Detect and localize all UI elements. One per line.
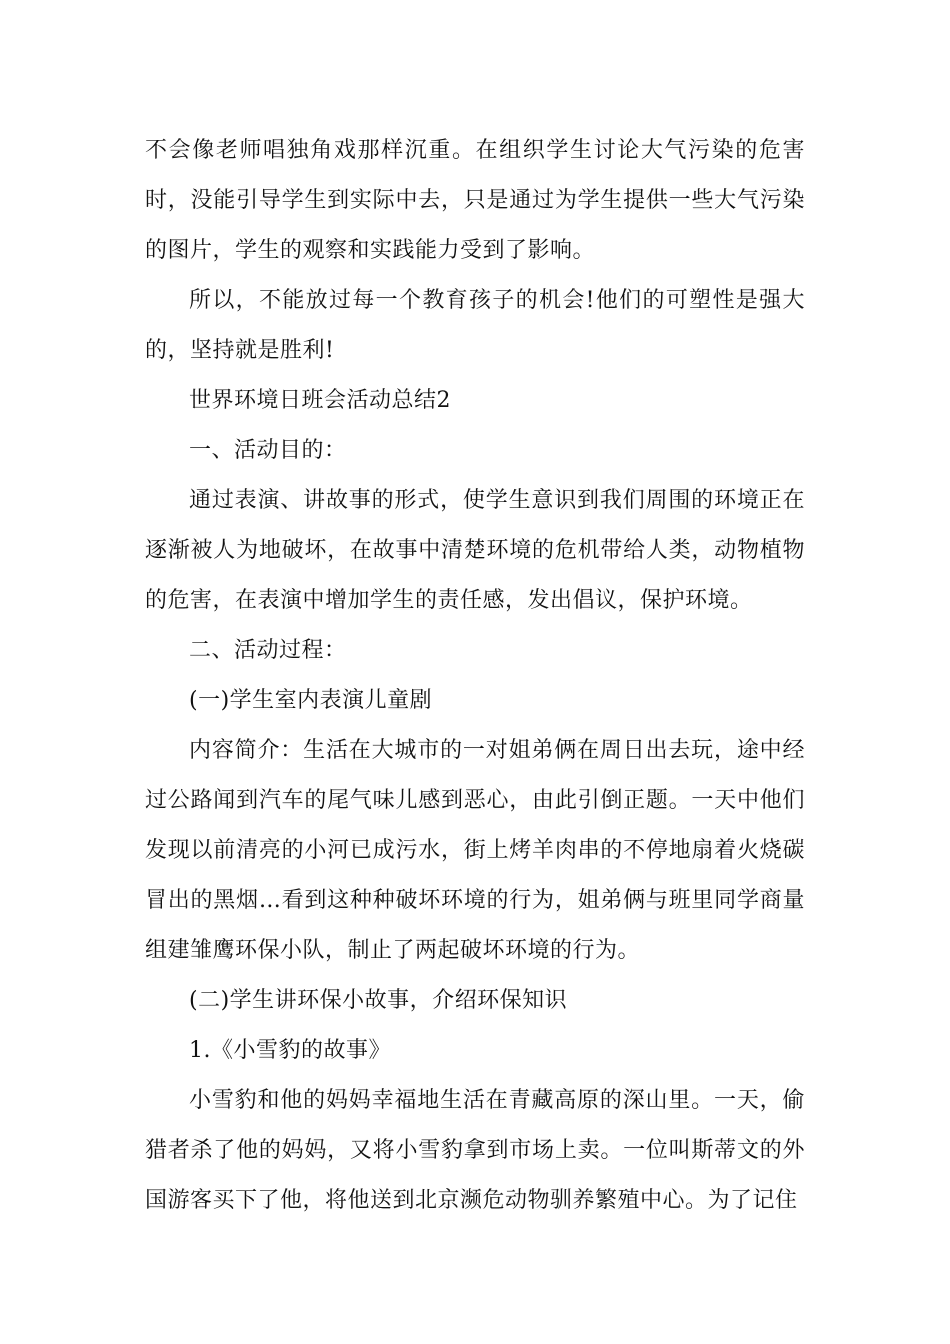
heading-activity-process: 二、活动过程： xyxy=(189,638,347,663)
paragraph-snow-leopard-story: 小雪豹和他的妈妈幸福地生活在青藏高原的深山里。一天，偷猎者杀了他的妈妈，又将小雪豹拿到市场上卖。一位叫斯蒂文的外国游客买下了他，将他送到北京濒危动物驯养繁殖中心。为了记住 xyxy=(145,1088,805,1213)
heading-activity-purpose: 一、活动目的： xyxy=(189,438,347,463)
paragraph-conclusion: 所以，不能放过每一个教育孩子的机会!他们的可塑性是强大的，坚持就是胜利! xyxy=(145,288,805,363)
subheading-snow-leopard-story: 1.《小雪豹的故事》 xyxy=(189,1038,391,1063)
subheading-stories: (二)学生讲环保小故事，介绍环保知识 xyxy=(189,988,568,1013)
document-body xyxy=(145,126,805,1226)
paragraph-drama-summary: 内容简介：生活在大城市的一对姐弟俩在周日出去玩，途中经过公路闻到汽车的尾气味儿感到恶心，由此引倒正题。一天中他们发现以前清亮的小河已成污水，街上烤羊肉串的不停地扇着火烧碳冒出的黑烟…看到这种种破坏环境的行为，姐弟俩与班里同学商量组建雏鹰环保小队，制止了两起破坏环境的行为。 xyxy=(145,738,805,963)
paragraph-continuation: 不会像老师唱独角戏那样沉重。在组织学生讨论大气污染的危害时，没能引导学生到实际中去，只是通过为学生提供一些大气污染的图片，学生的观察和实践能力受到了影响。 xyxy=(145,138,805,263)
section-title: 世界环境日班会活动总结2 xyxy=(189,388,451,413)
subheading-drama: (一)学生室内表演儿童剧 xyxy=(189,688,433,713)
paragraph-activity-purpose: 通过表演、讲故事的形式，使学生意识到我们周围的环境正在逐渐被人为地破坏，在故事中清楚环境的危机带给人类，动物植物的危害，在表演中增加学生的责任感，发出倡议，保护环境。 xyxy=(145,488,805,613)
